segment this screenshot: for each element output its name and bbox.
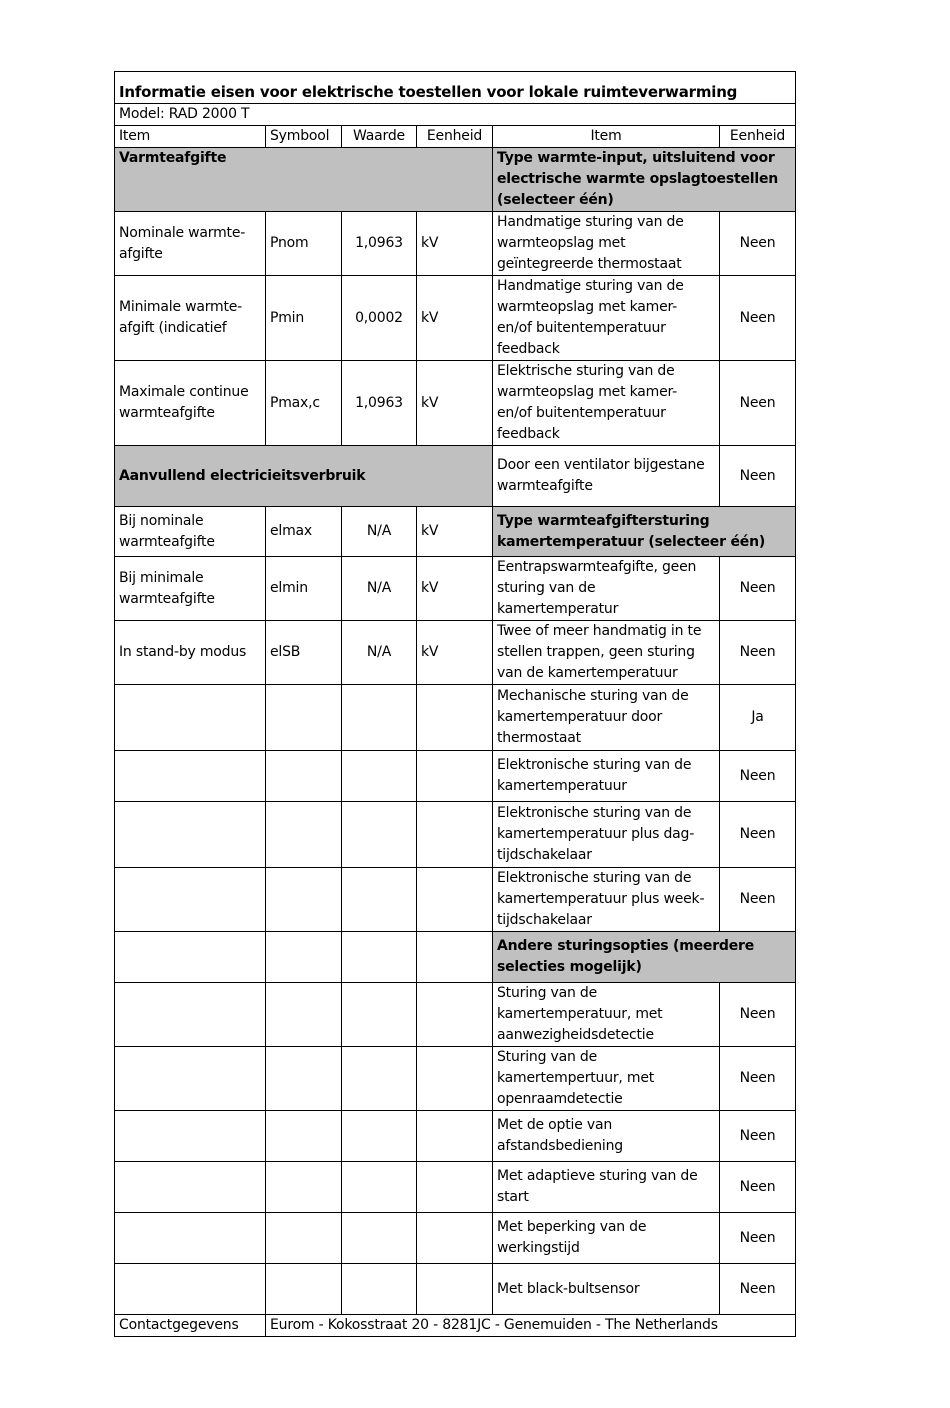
row-value-right: Neen [720,1213,796,1264]
empty-cell [417,932,493,983]
row-item-right: Elektronische sturing van de kamertemperatuur plus dag-tijdschakelaar [493,802,720,868]
empty-cell [342,1213,417,1264]
row-item-right: Met de optie van afstandsbediening [493,1111,720,1162]
row-symbol: Pmin [266,276,342,361]
empty-cell [417,1162,493,1213]
row-value-right: Neen [720,983,796,1047]
empty-cell [115,802,266,868]
row-value: N/A [342,621,417,685]
empty-cell [115,685,266,751]
row-item-right: Elektrische sturing van de warmteopslag met kamer- en/of buitentemperatuur feedback [493,361,720,446]
row-value-right: Neen [720,212,796,276]
empty-cell [417,1111,493,1162]
row-value-right: Neen [720,868,796,932]
empty-cell [266,1162,342,1213]
empty-cell [342,983,417,1047]
row-value-right: Neen [720,1047,796,1111]
empty-cell [342,868,417,932]
row-value-right: Neen [720,446,796,507]
header-item-right: Item [493,126,720,148]
row-unit: kV [417,507,493,557]
empty-cell [342,802,417,868]
empty-cell [342,1264,417,1315]
row-value: 0,0002 [342,276,417,361]
section-room-temp-control: Type warmteafgiftersturing kamertemperatuur (selecteer één) [493,507,796,557]
empty-cell [266,1213,342,1264]
row-value: N/A [342,507,417,557]
row-item-right: Handmatige sturing van de warmteopslag met geïntegreerde thermostaat [493,212,720,276]
row-value-right: Neen [720,557,796,621]
empty-cell [266,932,342,983]
row-item: Nominale warmte-afgifte [115,212,266,276]
row-value-right: Neen [720,621,796,685]
header-unit-right: Eenheid [720,126,796,148]
empty-cell [417,1047,493,1111]
row-item-right: Handmatige sturing van de warmteopslag met kamer- en/of buitentemperatuur feedback [493,276,720,361]
empty-cell [115,1047,266,1111]
row-value-right: Neen [720,1111,796,1162]
row-symbol: elSB [266,621,342,685]
row-item-right: Twee of meer handmatig in te stellen trappen, geen sturing van de kamertemperatuur [493,621,720,685]
empty-cell [342,1047,417,1111]
empty-cell [417,1264,493,1315]
section-heat-input-type: Type warmte-input, uitsluitend voor electrische warmte opslagtoestellen (selecteer één) [493,148,796,212]
row-item-right: Met adaptieve sturing van de start [493,1162,720,1213]
row-item-right: Elektronische sturing van de kamertemperatuur [493,751,720,802]
empty-cell [266,751,342,802]
empty-cell [417,983,493,1047]
empty-cell [266,1047,342,1111]
row-symbol: Pnom [266,212,342,276]
empty-cell [417,751,493,802]
header-item: Item [115,126,266,148]
empty-cell [342,932,417,983]
row-symbol: elmax [266,507,342,557]
empty-cell [115,1111,266,1162]
row-value-right: Neen [720,361,796,446]
row-unit: kV [417,361,493,446]
row-value-right: Ja [720,685,796,751]
row-item-right: Mechanische sturing van de kamertemperatuur door thermostaat [493,685,720,751]
row-item-right: Met black-bultsensor [493,1264,720,1315]
empty-cell [342,685,417,751]
row-unit: kV [417,557,493,621]
row-unit: kV [417,212,493,276]
row-item: Bij nominale warmteafgifte [115,507,266,557]
row-item-right: Sturing van de kamertemperatuur, met aanwezigheidsdetectie [493,983,720,1047]
row-item: In stand-by modus [115,621,266,685]
row-item-right: Met beperking van de werkingstijd [493,1213,720,1264]
row-symbol: Pmax,c [266,361,342,446]
row-item-right: Sturing van de kamertempertuur, met openraamdetectie [493,1047,720,1111]
row-unit: kV [417,276,493,361]
empty-cell [342,1162,417,1213]
empty-cell [115,932,266,983]
row-unit: kV [417,621,493,685]
section-heat-output: Varmteafgifte [115,148,493,212]
empty-cell [266,685,342,751]
row-item: Minimale warmte-afgift (indicatief [115,276,266,361]
row-item-right: Elektronische sturing van de kamertemperatuur plus week-tijdschakelaar [493,868,720,932]
empty-cell [266,983,342,1047]
row-value-right: Neen [720,751,796,802]
empty-cell [115,1213,266,1264]
empty-cell [417,1213,493,1264]
header-unit: Eenheid [417,126,493,148]
row-item-right: Eentrapswarmteafgifte, geen sturing van de kamertemperatur [493,557,720,621]
table-title: Informatie eisen voor elektrische toestellen voor lokale ruimteverwarming [115,72,796,104]
row-value: N/A [342,557,417,621]
contact-label: Contactgegevens [115,1315,266,1337]
contact-value: Eurom - Kokosstraat 20 - 8281JC - Genemuiden - The Netherlands [266,1315,796,1337]
empty-cell [417,868,493,932]
empty-cell [266,802,342,868]
section-other-controls: Andere sturingsopties (meerdere selecties mogelijk) [493,932,796,983]
row-item-right: Door een ventilator bijgestane warmteafgifte [493,446,720,507]
row-value: 1,0963 [342,212,417,276]
empty-cell [342,751,417,802]
row-item: Bij minimale warmteafgifte [115,557,266,621]
info-requirements-table [114,71,796,1337]
empty-cell [266,1111,342,1162]
row-value-right: Neen [720,1264,796,1315]
empty-cell [266,1264,342,1315]
empty-cell [115,751,266,802]
empty-cell [266,868,342,932]
row-symbol: elmin [266,557,342,621]
empty-cell [115,868,266,932]
empty-cell [417,802,493,868]
empty-cell [115,983,266,1047]
empty-cell [115,1264,266,1315]
row-value-right: Neen [720,802,796,868]
header-value: Waarde [342,126,417,148]
header-symbol: Symbool [266,126,342,148]
empty-cell [417,685,493,751]
empty-cell [115,1162,266,1213]
section-electricity: Aanvullend electricieitsverbruik [115,446,493,507]
model-label: Model: RAD 2000 T [115,104,796,126]
row-value: 1,0963 [342,361,417,446]
row-item: Maximale continue warmteafgifte [115,361,266,446]
row-value-right: Neen [720,276,796,361]
row-value-right: Neen [720,1162,796,1213]
empty-cell [342,1111,417,1162]
